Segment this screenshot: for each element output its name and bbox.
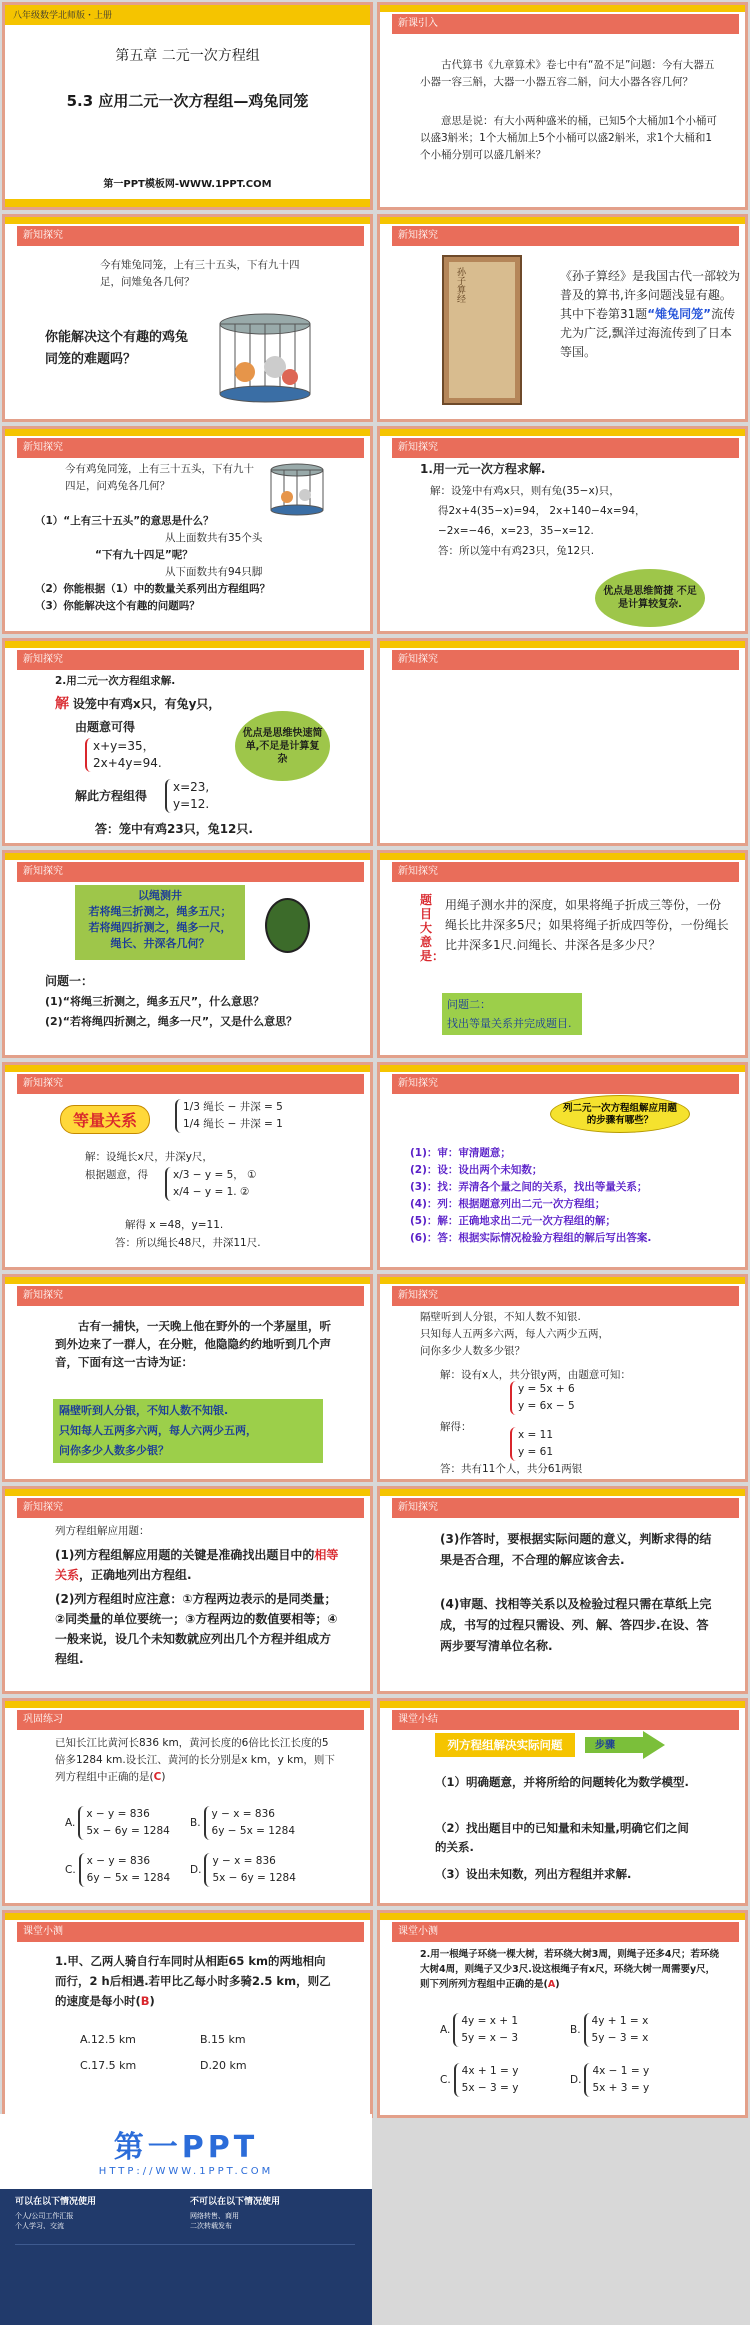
given-line: 由题意可得 (75, 720, 136, 734)
problem-text: 今有雉兔同笼，上有三十五头，下有九十四足，问雉兔各几何？ (100, 259, 300, 288)
option-c[interactable]: C. 4x + 1 = y 5x − 3 = y (440, 2063, 748, 2097)
desc-post: 流传尤为广泛,飘洋过海流传到了日本等国。 (560, 307, 736, 359)
option-a[interactable]: A. x − y = 836 5x − 6y = 1284 (65, 1806, 373, 1840)
slide-header: 新知探究 (392, 226, 739, 246)
solution-system (510, 1427, 748, 1461)
answer-mark: B (140, 1994, 150, 2008)
tip-4: (4)审题、找相等关系以及检验过程只需在草纸上完成，书写的过程只需设、列、解、答四步.在设、答两步要写清单位名称. (440, 1597, 712, 1653)
slide-header: 课堂小测 (392, 1922, 739, 1942)
answer-1b: 从下面数共有94只脚 (165, 566, 263, 578)
top-bar (380, 5, 745, 12)
step-1: (1)：审：审清题意； (410, 1147, 511, 1159)
slide-20 (377, 1910, 748, 2118)
answer-mark: C (153, 1771, 162, 1783)
top-bar (5, 1065, 370, 1072)
solution-line-3: −2x=−46，x=23，35−x=12. (438, 525, 594, 537)
disallowed-heading: 不可以在以下情况使用 (190, 2197, 281, 2207)
top-bar (380, 1065, 745, 1072)
slide-8 (377, 638, 748, 846)
answer-line: 答：所以绳长48尺，井深11尺. (115, 1237, 261, 1249)
option-c[interactable]: C.17.5 km (80, 2059, 137, 2072)
slide-4 (377, 214, 748, 422)
advantage-cloud: 优点是思维快速简单,不足是计算复杂 (235, 711, 330, 781)
equation-1: x/3 − y = 5， ① (173, 1169, 257, 1181)
equation-system (165, 1167, 373, 1201)
question-1: (1)“将绳三折测之，绳多五尺”，什么意思？ (45, 995, 265, 1008)
slide-11 (2, 1062, 373, 1270)
allowed-heading: 可以在以下情况使用 (15, 2197, 97, 2207)
solve-label: 解 (55, 696, 69, 712)
tip-1 (55, 1545, 340, 1585)
slide-14 (377, 1274, 748, 1482)
steps-arrow (585, 1731, 665, 1759)
answer-line: 答：笼中有鸡23只，兔12只. (95, 822, 253, 836)
allowed-item-1: 个人/公司工作汇报 (15, 2212, 74, 2220)
setup-line (55, 696, 373, 713)
relation-2: 1/4 绳长 − 井深 = 1 (183, 1118, 283, 1130)
top-bar (5, 1489, 370, 1496)
question-end: ) (149, 1994, 155, 2008)
top-bar (380, 1913, 745, 1920)
slide-header: 新知探究 (17, 1074, 364, 1094)
option-d-eq1: y − x = 836 (212, 1855, 276, 1867)
question-text: 2.用一根绳子环绕一棵大树，若环绕大树3周，则绳子还多4尺；若环绕大树4周，则绳子又少3尺.设这根绳子有x尺，环绕大树一周需要y尺，则下列所列方程组中正确的是( (420, 1949, 719, 1990)
summary-title: 列方程组解决实际问题 (435, 1733, 575, 1757)
top-bar (5, 1701, 370, 1708)
option-b[interactable]: B. y − x = 836 6y − 5x = 1284 (190, 1806, 373, 1840)
slide-17 (2, 1698, 373, 1906)
slide-header: 课堂小测 (17, 1922, 364, 1942)
slide-header: 新知探究 (17, 438, 364, 458)
slide-9 (2, 850, 373, 1058)
equation-2: x/4 − y = 1. ② (173, 1186, 250, 1198)
slide-13 (2, 1274, 373, 1482)
slide-12 (377, 1062, 748, 1270)
question-label: 问题一： (45, 974, 94, 988)
option-d[interactable]: D. y − x = 836 5x − 6y = 1284 (190, 1853, 373, 1887)
box-title: 以绳测井 (138, 889, 182, 902)
slide-header: 新知探究 (17, 1286, 364, 1306)
poem-box (53, 1399, 323, 1463)
option-d-eq2: 5x − 6y = 1284 (212, 1872, 296, 1884)
option-b-eq2: 6y − 5x = 1284 (211, 1825, 296, 1837)
link-list (15, 2244, 355, 2318)
grade-label: 八年级数学北师版・上册 (13, 11, 113, 21)
book-description (560, 267, 740, 362)
logo-text: 第一PPT (113, 2130, 259, 2165)
solution-line-1: 解：设笼中有鸡x只，则有兔(35−x)只， (430, 485, 620, 497)
slide-16 (377, 1486, 748, 1694)
question-2: （2）你能根据（1）中的数量关系列出方程组吗？ (35, 583, 271, 595)
option-c[interactable]: C. x − y = 836 6y − 5x = 1284 (65, 1853, 373, 1887)
footer-slide (0, 2114, 372, 2325)
top-bar (5, 1913, 370, 1920)
slide-header: 新知探究 (17, 1498, 364, 1518)
advantage-cloud: 优点是思维简捷 不足是计算较复杂. (595, 569, 705, 627)
problem-box (75, 885, 245, 960)
slide-1 (2, 2, 373, 210)
solve-label: 解得： (440, 1421, 472, 1433)
option-a-eq1: x − y = 836 (86, 1808, 150, 1820)
top-bar (380, 217, 745, 224)
top-bar (380, 429, 745, 436)
question-text: 1.甲、乙两人骑自行车同时从相距65 km的两地相向而行，2 h后相遇.若甲比乙每小时多骑2.5 km，则乙的速度是每小时( (55, 1954, 331, 2008)
slide-6 (377, 426, 748, 634)
slide-header: 新知探究 (392, 1498, 739, 1518)
question-1: （1）“上有三十五头”的意思是什么？ (35, 515, 214, 527)
option-b-eq1: 4y + 1 = x (591, 2015, 649, 2027)
slide-header: 新知探究 (17, 862, 364, 882)
slide-3 (2, 214, 373, 422)
method-title: 1.用一元一次方程求解. (420, 462, 546, 476)
top-bar (5, 429, 370, 436)
question-end: ) (161, 1771, 166, 1783)
box-line-1: 若将绳三折测之，绳多五尺； (88, 905, 232, 918)
equation-2: y = 6x − 5 (518, 1400, 575, 1412)
option-c-eq2: 5x − 3 = y (461, 2082, 519, 2094)
poem-line-2: 只知每人五两多六两，每人六两少五两， (59, 1424, 257, 1437)
cage-illustration (267, 463, 327, 518)
option-c-eq1: 4x + 1 = y (461, 2065, 519, 2077)
slide-header: 新课引入 (392, 14, 739, 34)
method-title: 2.用二元一次方程组求解. (55, 675, 176, 687)
solution-x: x = 11 (518, 1429, 554, 1441)
solution-line-2: 得2x+4(35−x)=94， 2x+140−4x=94， (438, 505, 646, 517)
setup-line: 解：设有x人，共分银y两，由题意可知： (440, 1369, 631, 1381)
given-line: 根据题意，得 (85, 1169, 148, 1181)
slide-header: 巩固练习 (17, 1710, 364, 1730)
tip-1-highlight: 相等关系 (55, 1548, 339, 1582)
story-para: 古有一捕快，一天晚上他在野外的一个茅屋里，听到外边来了一群人，在分赃，他隐隐约约地听到几个声音，下面有这一古诗为证： (55, 1319, 331, 1369)
slide-header: 新知探究 (392, 862, 739, 882)
slide-18 (377, 1698, 748, 1906)
relation-1: 1/3 绳长 − 井深 = 5 (183, 1101, 283, 1113)
equation-2: 2x+4y=94. (93, 756, 162, 770)
poem-line-1: 隔壁听到人分银，不知人数不知银. (59, 1404, 229, 1417)
ancient-book-image (442, 255, 522, 405)
tip-1-c: ，正确地列出方程组. (79, 1568, 192, 1582)
box-line-2: 若将绳四折测之，绳多一尺， (88, 921, 232, 934)
exercise-question (55, 1735, 335, 1786)
equation-system (510, 1381, 748, 1415)
disallowed-item-2: 二次转载发布 (190, 2222, 232, 2230)
poem-line-2: 只知每人五两多六两，每人六两少五两， (420, 1328, 609, 1340)
step-2: (2)：设：设出两个未知数； (410, 1164, 543, 1176)
question-2: (2)“若将绳四折测之，绳多一尺”，又是什么意思？ (45, 1015, 298, 1028)
slide-header: 新知探究 (17, 226, 364, 246)
quiz-question (420, 1947, 720, 1992)
option-a-eq1: 4y = x + 1 (461, 2015, 519, 2027)
tip-2: (2)列方程组时应注意：①方程两边表示的是同类量；②同类量的单位要统一；③方程两边的数值要相等；④一般来说，设几个未知数就应列出几个方程并组成方程组. (55, 1592, 338, 1666)
top-bar (380, 1489, 745, 1496)
arrow-label: 步骤 (595, 1740, 615, 1751)
desc-pre: 《孙子算经》是我国古代一部较为普及的算书,许多问题浅显有趣。其中下卷第31题 (560, 269, 741, 321)
slide-header: 新知探究 (392, 1286, 739, 1306)
slide-header: 新知探究 (17, 650, 364, 670)
question-1b: “下有九十四足”呢？ (95, 549, 193, 561)
section-title: 列方程组解应用题： (55, 1525, 150, 1537)
cage-illustration (215, 312, 315, 407)
slide-7 (2, 638, 373, 846)
question-text: 你能解决这个有趣的鸡兔同笼的难题吗？ (45, 330, 189, 367)
slide-15 (2, 1486, 373, 1694)
step-3: (3)：找：弄清各个量之间的关系，找出等量关系； (410, 1181, 648, 1193)
slide-5 (2, 426, 373, 634)
slide-19 (2, 1910, 373, 2118)
option-d[interactable]: D.20 km (200, 2059, 247, 2072)
slide-bg (383, 671, 746, 843)
solution-x: x=23, (173, 780, 210, 794)
quiz-question (55, 1951, 335, 2011)
box-line-3: 绳长、井深各几何？ (110, 937, 210, 950)
book-label: 孙子算经 (455, 267, 465, 303)
answer-line: 答：共有11个人，共分61两银 (440, 1463, 583, 1475)
option-b-eq1: y − x = 836 (211, 1808, 275, 1820)
top-bar (5, 1277, 370, 1284)
site-label: 第一PPT模板网-WWW.1PPT.COM (103, 179, 272, 190)
option-a[interactable]: A.12.5 km (80, 2033, 136, 2046)
relation-system (175, 1099, 373, 1133)
summary-2: （2）找出题目中的已知量和未知量,明确它们之间的关系. (435, 1821, 689, 1854)
solution-y: y = 61 (518, 1446, 554, 1458)
option-c-eq2: 6y − 5x = 1284 (86, 1872, 171, 1884)
poem-line-1: 隔壁听到人分银，不知人数不知银. (420, 1311, 581, 1323)
equal-relation-pill: 等量关系 (60, 1105, 150, 1134)
allowed-item-2: 个人学习、交流 (15, 2222, 64, 2230)
option-a-eq2: 5x − 6y = 1284 (86, 1825, 170, 1837)
slide-header: 课堂小结 (392, 1710, 739, 1730)
summary-3: （3）设出未知数，列出方程组并求解. (435, 1867, 632, 1881)
equation-1: x+y=35， (93, 739, 155, 753)
steps-list (410, 1145, 740, 1247)
equation-1: y = 5x + 6 (518, 1383, 575, 1395)
top-bar (380, 1701, 745, 1708)
option-a[interactable]: A. 4y = x + 1 5y = x − 3 (440, 2013, 748, 2047)
top-bar (5, 641, 370, 648)
tip-1-a: (1)列方程组解应用题的关键是准确找出题目中的 (55, 1548, 315, 1562)
question-end: ) (555, 1979, 560, 1990)
side-label: 题目大意是： (420, 893, 445, 963)
top-bar (5, 853, 370, 860)
setup-text: 设笼中有鸡x只，有兔y只， (72, 697, 221, 711)
top-bar (380, 853, 745, 860)
tip-3: (3)作答时，要根据实际问题的意义，判断求得的结果是否合理，不合理的解应该舍去. (440, 1532, 712, 1567)
disallowed-item-1: 网络转售、商用 (190, 2212, 239, 2220)
option-d-eq1: 4x − 1 = y (592, 2065, 650, 2077)
slide-header: 新知探究 (392, 438, 739, 458)
option-c-eq1: x − y = 836 (86, 1855, 151, 1867)
option-b-eq2: 5y − 3 = x (591, 2032, 649, 2044)
solve-line: 解此方程组得 (75, 789, 148, 803)
top-bar (380, 641, 745, 648)
step-6: (6)：答：根据实际情况检验方程组的解后写出答案. (410, 1232, 652, 1244)
solution-line: 解得 x =48，y=11. (125, 1219, 224, 1231)
poem-line-3: 问你多少人数多少银？ (59, 1444, 169, 1457)
setup-line: 解：设绳长x尺，井深y尺， (85, 1151, 213, 1163)
slide-header: 新知探究 (392, 1074, 739, 1094)
option-b[interactable]: B.15 km (200, 2033, 246, 2046)
step-4: (4)：列：根据题意列出二元一次方程组； (410, 1198, 606, 1210)
bottom-bar (5, 199, 370, 207)
slide-2 (377, 2, 748, 210)
top-bar (380, 1277, 745, 1284)
option-d[interactable]: D. 4x − 1 = y 5x + 3 = y (570, 2063, 748, 2097)
option-a-eq2: 5y = x − 3 (461, 2032, 519, 2044)
meaning-para: 意思是说：有大小两种盛米的桶，已知5个大桶加1个小桶可以盛3斛米；1个大桶加上5个小桶可以盛2斛米，求1个大桶和1个小桶分别可以盛几斛米？ (420, 115, 717, 161)
well-image (265, 898, 310, 953)
solution-system (165, 779, 373, 813)
question-label: 问题二： (447, 998, 491, 1011)
summary-1: （1）明确题意，并将所给的问题转化为数学模型. (435, 1775, 689, 1789)
solution-y: y=12. (173, 797, 210, 811)
chapter-title: 第五章 二元一次方程组 (115, 48, 260, 64)
question-text: 找出等量关系并完成题目. (447, 1017, 572, 1030)
question-text: 已知长江比黄河长836 km，黄河长度的6倍比长江长度的5倍多1284 km.设长江、黄河的长分别是x km，y km，则下列方程组中正确的是( (55, 1737, 335, 1783)
question-3: （3）你能解决这个有趣的问题吗？ (35, 600, 200, 612)
answer-line: 答：所以笼中有鸡23只，兔12只. (438, 545, 595, 557)
problem-text: 今有鸡兔同笼，上有三十五头，下有九十四足，问鸡兔各几何？ (65, 463, 254, 492)
desc-highlight: “雉兔同笼” (647, 307, 712, 321)
step-5: (5)：解：正确地求出二元一次方程组的解； (410, 1215, 616, 1227)
answer-1: 从上面数共有35个头 (165, 532, 263, 544)
slide-10 (377, 850, 748, 1058)
lesson-title: 5.3 应用二元一次方程组—鸡兔同笼 (66, 92, 309, 110)
intro-para: 古代算书《九章算术》卷七中有“盈不足”问题：今有大器五小器一容三斛，大器一小器五容二斛，问大小器各容几何？ (420, 59, 715, 88)
question-box (442, 993, 582, 1035)
option-b[interactable]: B. 4y + 1 = x 5y − 3 = x (570, 2013, 748, 2047)
answer-mark: A (547, 1979, 556, 1990)
problem-para: 用绳子测水井的深度，如果将绳子折成三等份，一份绳长比井深多5尺；如果将绳子折成四等份，一份绳长比井深多1尺.问绳长、井深各是多少尺？ (445, 898, 729, 952)
question-bubble: 列二元一次方程组解应用题的步骤有哪些？ (550, 1095, 690, 1133)
slide-header: 新知探究 (392, 650, 739, 670)
option-d-eq2: 5x + 3 = y (592, 2082, 650, 2094)
logo-area (0, 2114, 372, 2189)
poem-line-3: 问你多少人数多少银？ (420, 1345, 525, 1357)
logo-url: HTTP://WWW.1PPT.COM (98, 2166, 274, 2177)
usage-info (0, 2189, 372, 2325)
top-bar (5, 217, 370, 224)
